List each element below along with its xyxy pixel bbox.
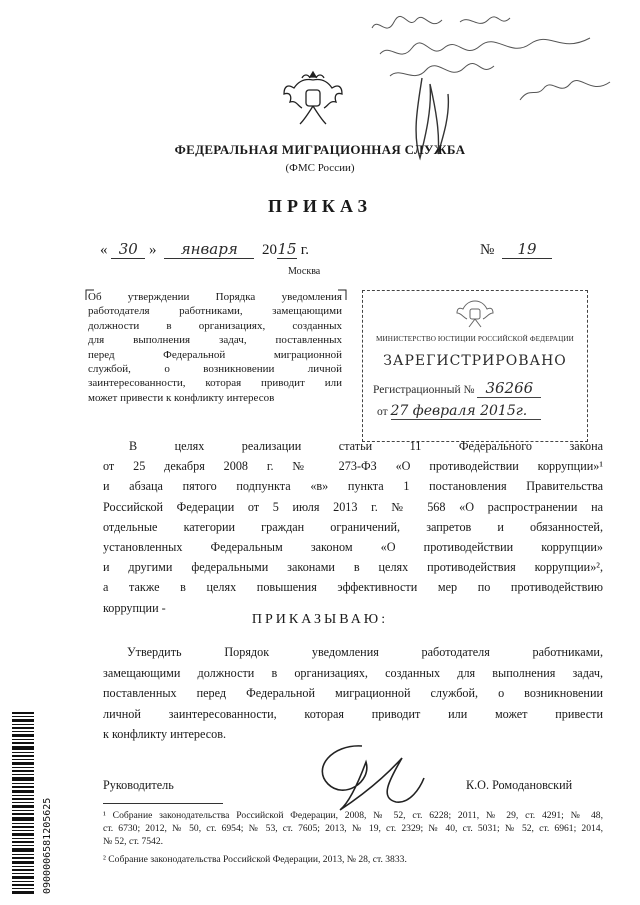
- footnote-line: № 52, ст. 7542.: [103, 836, 164, 847]
- preamble-line: от 25 декабря 2008 г. № 273-ФЗ «О противодействии коррупции»¹: [103, 459, 603, 474]
- preamble-line: установленных Федеральным законом «О противодействии коррупции»: [103, 540, 603, 555]
- barcode-number: 0900006581205625: [42, 797, 53, 894]
- agency-short-name: (ФМС России): [285, 162, 355, 174]
- preamble-line: а также в целях повышения эффективности мер по противодействию: [103, 580, 603, 595]
- subject-line: для выполнения задач, поставленных: [88, 334, 342, 347]
- footnote-line: ст. 6730; 2012, № 50, ст. 6954; № 53, ст. 7605; 2013, № 19, ст. 2329; № 40, ст. 5031; № 52, ст. 6961; 2014,: [103, 823, 603, 834]
- preamble-line: Российской Федерации от 5 июля 2013 г. № 568 «О распространении на: [103, 499, 603, 514]
- stamp-emblem-icon: [455, 297, 495, 329]
- stamp-date: 27 февраля 2015г.: [391, 403, 541, 420]
- stamp-date-row: [377, 403, 541, 420]
- date-line: [100, 240, 309, 259]
- stamp-ministry: МИНИСТЕРСТВО ЮСТИЦИИ РОССИЙСКОЙ ФЕДЕРАЦИИ: [376, 335, 574, 343]
- footnote-line: ¹ Собрание законодательства Российской Федерации, 2008, № 52, ст. 6228; 2011, № 29, ст. 4291; № 48,: [103, 810, 603, 821]
- date-year-prefix: 20: [262, 242, 277, 258]
- date-quote-close: »: [149, 242, 157, 258]
- signatory-name: К.О. Ромодановский: [466, 778, 573, 792]
- order-body-line: замещающими должности в организациях, созданных для выполнения задач,: [103, 665, 603, 680]
- subject-line: перед Федеральной миграционной: [88, 348, 342, 361]
- subject-line: заинтересованности, которая приводит или: [88, 377, 342, 390]
- number-value: 19: [502, 240, 552, 259]
- order-body-line: личной заинтересованности, которая приводит или может привести: [103, 706, 603, 721]
- order-body-line: поставленных перед Федеральной миграционной службой, о возникновении: [103, 686, 603, 700]
- footnote-line: ² Собрание законодательства Российской Федерации, 2013, № 28, ст. 3833.: [103, 854, 407, 865]
- order-body: [103, 642, 603, 745]
- date-year-unit: г.: [300, 242, 309, 258]
- stamp-date-prefix: от: [377, 406, 388, 418]
- subject-corner-brackets: [84, 288, 348, 302]
- date-month: января: [164, 240, 254, 259]
- handwritten-signature: [292, 738, 432, 818]
- number-sign: №: [480, 242, 495, 258]
- registration-stamp: [362, 290, 588, 442]
- subject-line: должности в организациях, созданных: [88, 319, 342, 332]
- stamp-reg-row: [373, 379, 541, 398]
- document-type-title: ПРИКАЗ: [267, 196, 373, 216]
- preamble-line: и другими федеральными законами в целях противодействия коррупции»²,: [103, 560, 603, 575]
- stamp-registered: ЗАРЕГИСТРИРОВАНО: [383, 353, 567, 369]
- order-subject: [88, 290, 342, 405]
- date-year-suffix: 15: [277, 240, 297, 258]
- preamble: [103, 436, 603, 618]
- preamble-line: и абзаца пятого подпункта «в» пункта 1 постановления Правительства: [103, 479, 603, 494]
- date-quote-open: «: [100, 242, 108, 258]
- order-body-line: Утвердить Порядок уведомления работодателя работниками,: [127, 645, 603, 659]
- order-body-line: к конфликту интересов.: [103, 727, 227, 741]
- city-name: Москва: [288, 266, 321, 277]
- preamble-line: В целях реализации статьи 11 Федерального закона: [129, 439, 603, 453]
- document-number: [480, 240, 552, 259]
- preamble-line: коррупции -: [103, 600, 166, 615]
- barcode: [12, 712, 34, 894]
- subject-line: работодателя работниками, замещающими: [88, 305, 342, 318]
- preamble-line: отдельные категории граждан ограничений, запретов и обязанностей,: [103, 519, 603, 534]
- footnotes: [103, 809, 603, 866]
- signatory-role: Руководитель: [103, 778, 174, 792]
- stamp-reg-number: 36266: [477, 379, 541, 398]
- coat-of-arms-emblem: [280, 66, 346, 132]
- subject-line: службой, о возникновении личной: [88, 363, 342, 376]
- footnote-separator: [103, 803, 223, 804]
- agency-name: ФЕДЕРАЛЬНАЯ МИГРАЦИОННАЯ СЛУЖБА: [174, 142, 466, 157]
- subject-line: Об утверждении Порядка уведомления: [88, 291, 342, 303]
- stamp-reg-label: Регистрационный №: [373, 384, 475, 396]
- date-day: 30: [111, 240, 145, 259]
- subject-line: может привести к конфликту интересов: [88, 391, 275, 404]
- order-word: ПРИКАЗЫВАЮ:: [251, 612, 389, 627]
